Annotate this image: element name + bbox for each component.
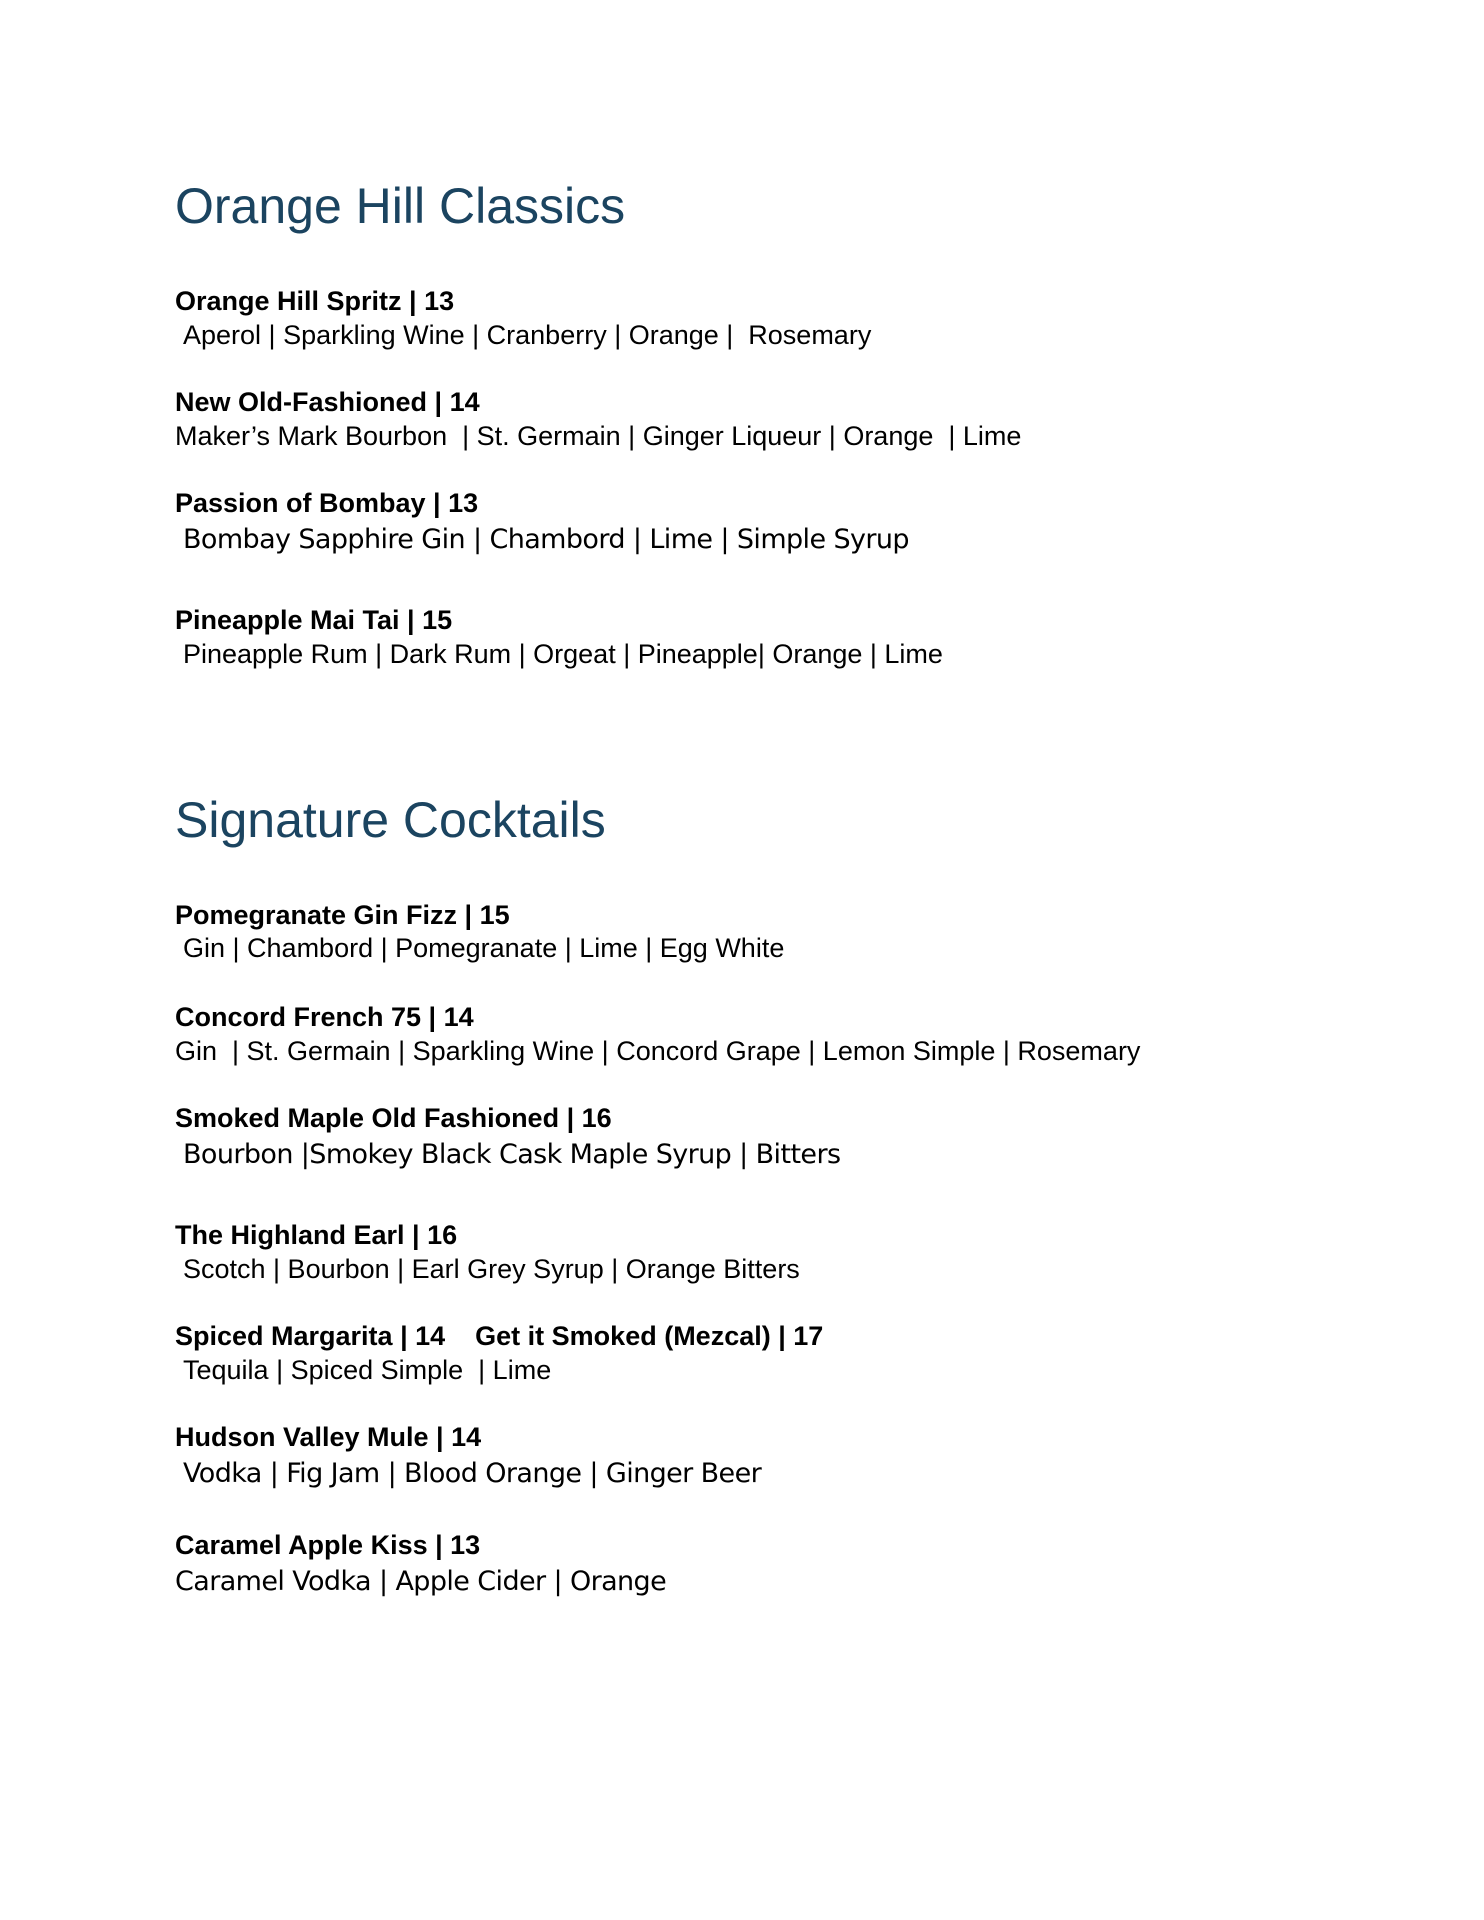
item-name: Caramel Apple Kiss | 13 [175, 1530, 481, 1560]
item-ingredients: Caramel Vodka | Apple Cider | Orange [175, 1566, 667, 1597]
item-name: Spiced Margarita | 14 Get it Smoked (Mezcal) | 17 [175, 1321, 824, 1351]
item-ingredients: Vodka | Fig Jam | Blood Orange | Ginger Beer [183, 1458, 762, 1489]
item-name: Concord French 75 | 14 [175, 1002, 474, 1032]
section-title-signature: Signature Cocktails [175, 792, 606, 848]
item-name: Smoked Maple Old Fashioned | 16 [175, 1103, 612, 1133]
item-name: Passion of Bombay | 13 [175, 488, 479, 518]
item-ingredients: Scotch | Bourbon | Earl Grey Syrup | Orange Bitters [183, 1254, 800, 1284]
item-name: Pineapple Mai Tai | 15 [175, 605, 453, 635]
item-name: Hudson Valley Mule | 14 [175, 1422, 482, 1452]
item-ingredients: Bombay Sapphire Gin | Chambord | Lime | Simple Syrup [183, 524, 909, 555]
item-ingredients: Gin | Chambord | Pomegranate | Lime | Egg White [183, 933, 785, 963]
item-ingredients: Tequila | Spiced Simple | Lime [183, 1355, 552, 1385]
item-ingredients: Bourbon |Smokey Black Cask Maple Syrup | Bitters [183, 1139, 841, 1170]
item-ingredients: Pineapple Rum | Dark Rum | Orgeat | Pineapple| Orange | Lime [183, 639, 943, 669]
item-name: Orange Hill Spritz | 13 [175, 286, 455, 316]
item-ingredients: Gin | St. Germain | Sparkling Wine | Concord Grape | Lemon Simple | Rosemary [175, 1036, 1141, 1066]
item-name: Pomegranate Gin Fizz | 15 [175, 900, 510, 930]
section-title-classics: Orange Hill Classics [175, 178, 626, 234]
item-ingredients: Aperol | Sparkling Wine | Cranberry | Orange | Rosemary [183, 320, 872, 350]
item-name: The Highland Earl | 16 [175, 1220, 458, 1250]
item-name: New Old-Fashioned | 14 [175, 387, 480, 417]
item-ingredients: Maker’s Mark Bourbon | St. Germain | Ginger Liqueur | Orange | Lime [175, 421, 1022, 451]
